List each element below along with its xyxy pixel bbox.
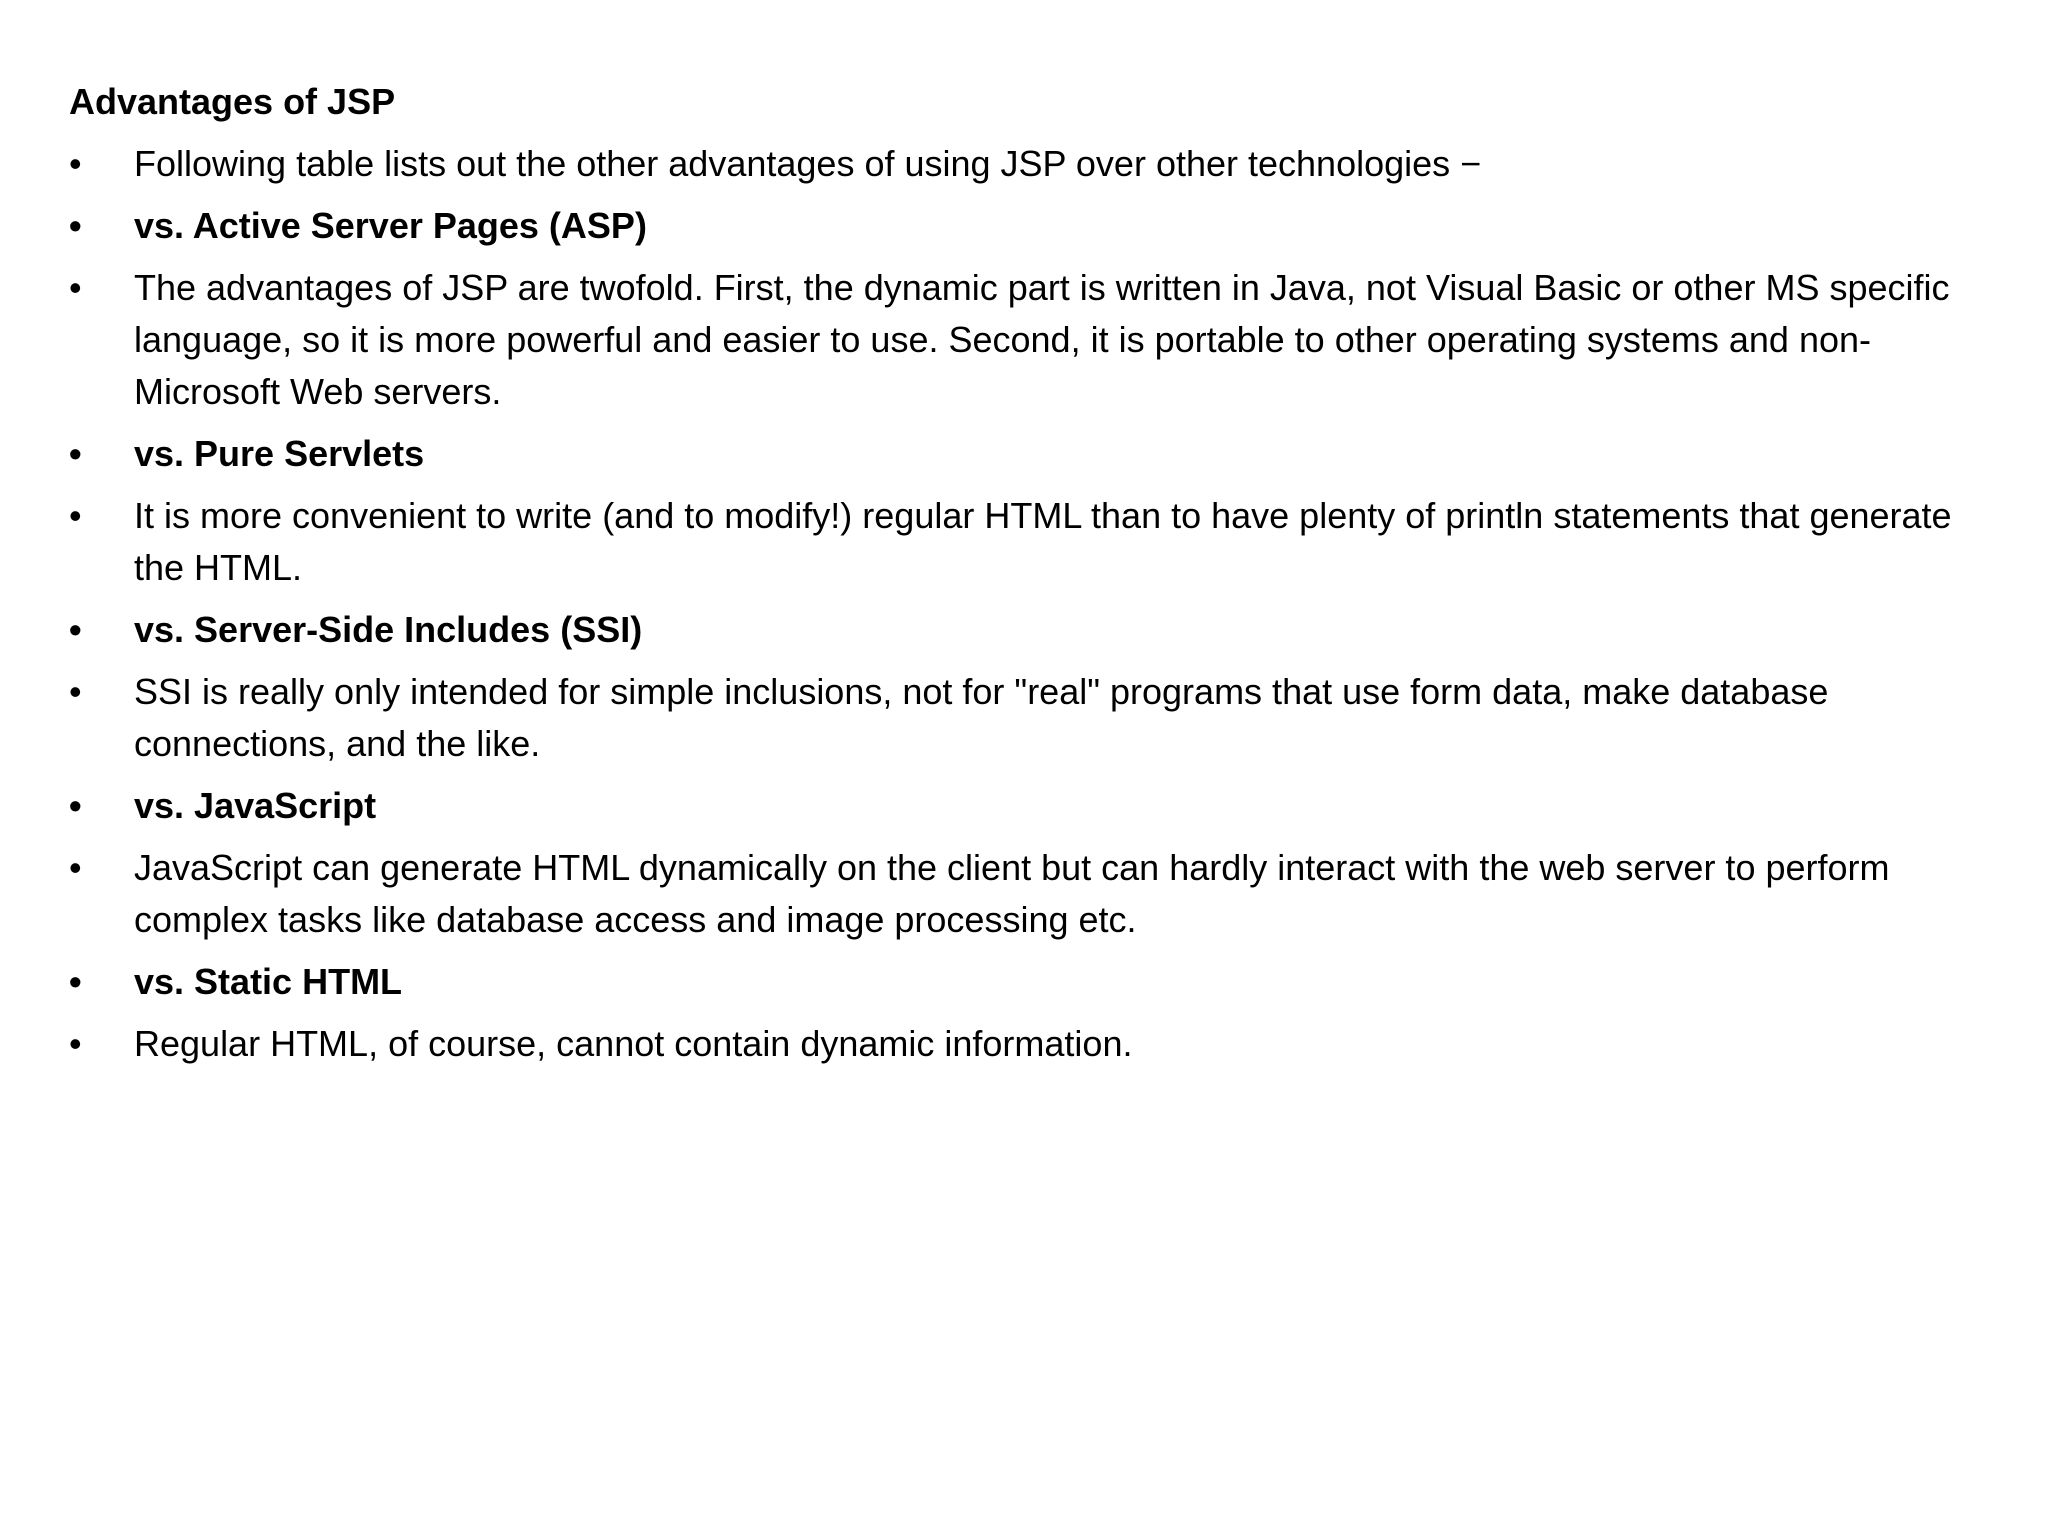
bullet-text: vs. JavaScript (134, 785, 377, 826)
bullet-icon: • (69, 609, 82, 650)
bullet-text: vs. Server-Side Includes (SSI) (134, 609, 643, 650)
bullet-text: vs. Active Server Pages (ASP) (134, 205, 647, 246)
bullet-icon: • (69, 1023, 82, 1064)
bullet-item (69, 490, 1969, 594)
bullet-text: SSI is really only intended for simple inclusions, not for "real" programs that use form data, make database connections, and the like. (134, 671, 1829, 764)
bullet-icon: • (69, 205, 82, 246)
bullet-icon: • (69, 143, 82, 184)
bullet-item-heading (69, 200, 1969, 252)
bullet-text: It is more convenient to write (and to modify!) regular HTML than to have plenty of println statements that generate the HTML. (134, 495, 1952, 588)
bullet-icon: • (69, 433, 82, 474)
bullet-item (69, 1018, 1969, 1070)
bullet-text: The advantages of JSP are twofold. First, the dynamic part is written in Java, not Visual Basic or other MS specific language, so it is more powerful and easier to use. Second, it is portable to other operating systems and non-Microsoft Web servers. (134, 267, 1950, 412)
bullet-item-heading (69, 428, 1969, 480)
bullet-icon: • (69, 671, 82, 712)
bullet-item-heading (69, 780, 1969, 832)
bullet-icon: • (69, 495, 82, 536)
bullet-text: Following table lists out the other advantages of using JSP over other technologies − (134, 143, 1482, 184)
bullet-icon: • (69, 847, 82, 888)
bullet-item (69, 262, 1969, 418)
slide-content (69, 76, 1969, 1080)
bullet-text: vs. Pure Servlets (134, 433, 425, 474)
bullet-text: JavaScript can generate HTML dynamically on the client but can hardly interact with the web server to perform complex tasks like database access and image processing etc. (134, 847, 1890, 940)
bullet-item (69, 842, 1969, 946)
bullet-item-heading (69, 604, 1969, 656)
bullet-icon: • (69, 785, 82, 826)
bullet-icon: • (69, 961, 82, 1002)
bullet-item (69, 666, 1969, 770)
slide-title: Advantages of JSP (69, 81, 396, 122)
bullet-item (69, 138, 1969, 190)
bullet-list (69, 138, 1969, 1070)
bullet-icon: • (69, 267, 82, 308)
bullet-item-heading (69, 956, 1969, 1008)
bullet-text: vs. Static HTML (134, 961, 403, 1002)
bullet-text: Regular HTML, of course, cannot contain dynamic information. (134, 1023, 1133, 1064)
